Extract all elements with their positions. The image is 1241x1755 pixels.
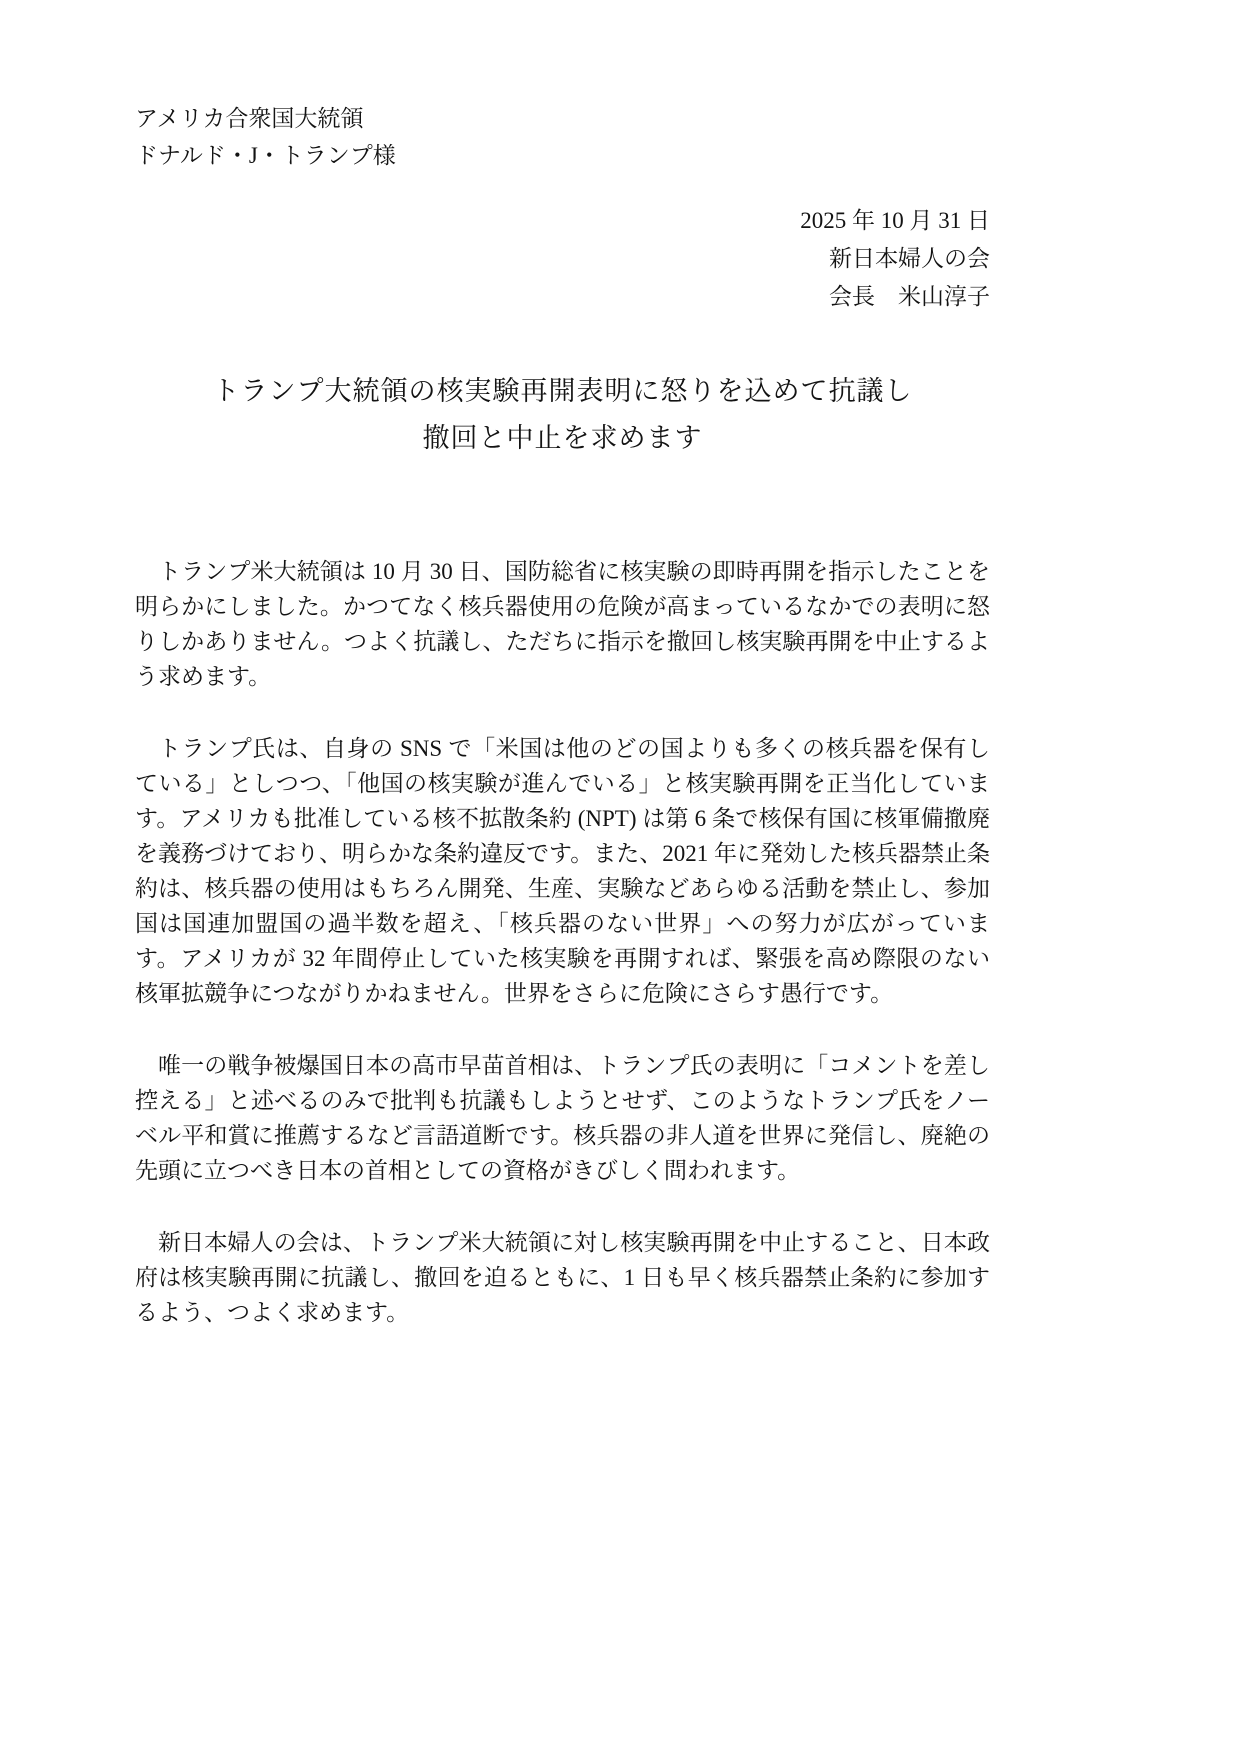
paragraph-4: 新日本婦人の会は、トランプ米大統領に対し核実験再開を中止すること、日本政府は核実験再開に抗議し、撤回を迫るともに、1 日も早く核兵器禁止条約に参加するよう、つよく求めます。 <box>135 1230 990 1325</box>
sender-signer: 会長 米山淳子 <box>829 284 990 309</box>
paragraph-2: トランプ氏は、自身の SNS で「米国は他のどの国よりも多くの核兵器を保有している」としつつ、「他国の核実験が進んでいる」と核実験再開を正当化しています。アメリカも批准している核不拡散条約 (NPT) は第 6 条で核保有国に核軍備撤廃を義務づけており、明らかな条約違反です。また、2021 年に発効した核兵器禁止条約は、核兵器の使用はもちろん開発、生産、実験などあらゆる活動を禁止し、参加国は国連加盟国の過半数を超え、「核兵器のない世界」への努力が広がっています。アメリカが 32 年間停止していた核実験を再開すれば、緊張を高め際限のない核軍拡競争につながりかねません。世界をさらに危険にさらす愚行です。 <box>135 736 990 1006</box>
recipient-line-2: ドナルド・J・トランプ様 <box>135 143 396 168</box>
letter-title-line-2: 撤回と中止を求めます <box>422 423 703 453</box>
sender-organization: 新日本婦人の会 <box>829 246 990 271</box>
recipient-line-1: アメリカ合衆国大統領 <box>135 106 364 131</box>
letter-body <box>135 554 990 1330</box>
paragraph-1: トランプ米大統領は 10 月 30 日、国防総省に核実験の即時再開を指示したことを明らかにしました。かつてなく核兵器使用の危険が高まっているなかでの表明に怒りしかありません。つよく抗議し、ただちに指示を撤回し核実験再開を中止するよう求めます。 <box>135 559 990 689</box>
paragraph-3: 唯一の戦争被爆国日本の高市早苗首相は、トランプ氏の表明に「コメントを差し控える」と述べるのみで批判も抗議もしようとせず、このようなトランプ氏をノーベル平和賞に推薦するなど言語道断です。核兵器の非人道を世界に発信し、廃絶の先頭に立つべき日本の首相としての資格がきびしく問われます。 <box>135 1053 990 1183</box>
letter-title-line-1: トランプ大統領の核実験再開表明に怒りを込めて抗議し <box>212 376 913 406</box>
letter-title <box>135 368 990 462</box>
meta-block <box>135 202 990 316</box>
recipient-block <box>135 100 990 174</box>
letter-date: 2025 年 10 月 31 日 <box>800 208 990 233</box>
